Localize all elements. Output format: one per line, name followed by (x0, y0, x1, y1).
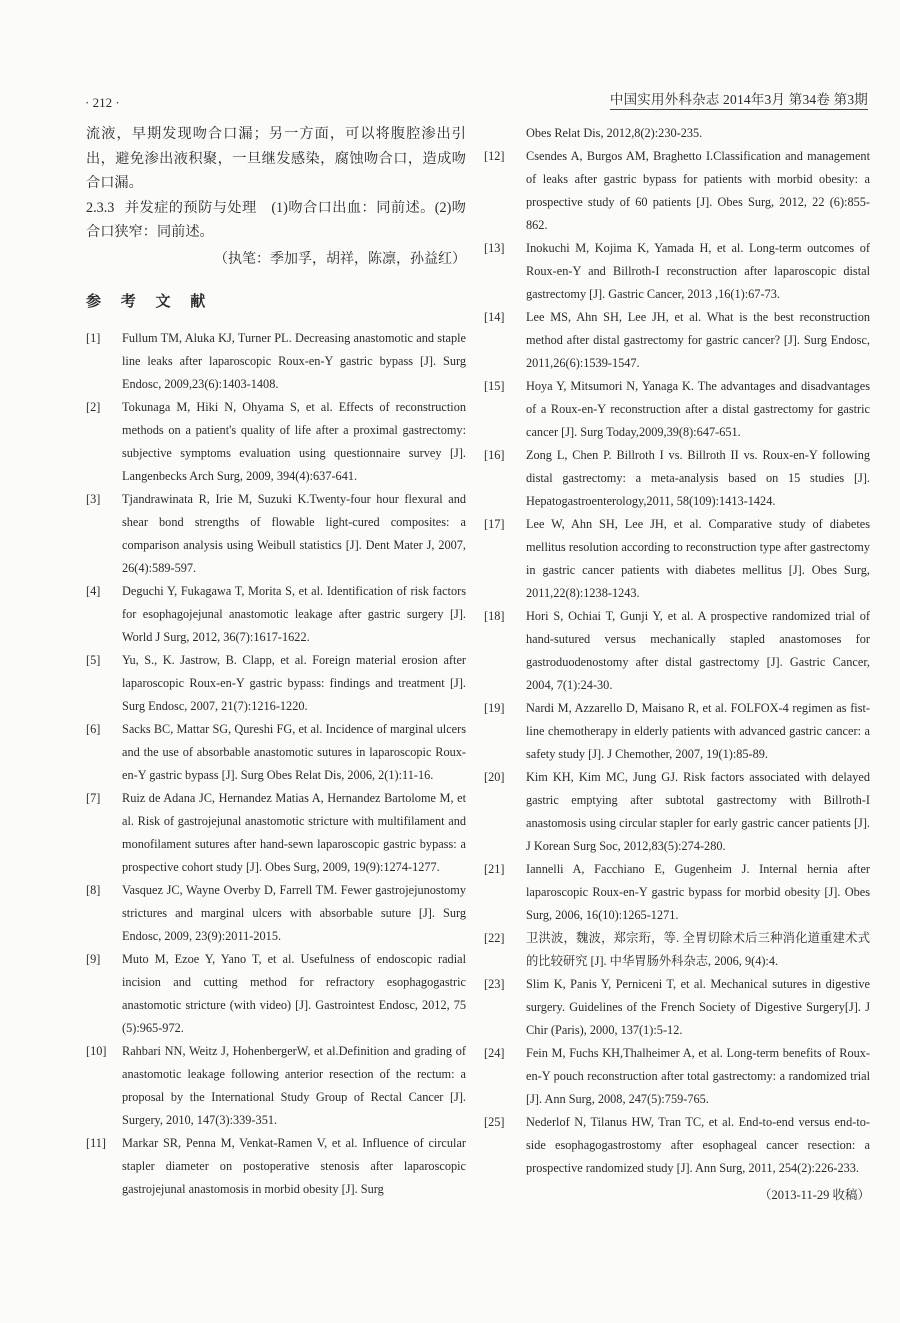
reference-number: [18] (484, 609, 505, 623)
reference-item (86, 580, 466, 649)
reference-text: Tjandrawinata R, Irie M, Suzuki K.Twenty-four hour flexural and shear bond strengths of flowable light-cured composites: a comparison analysis using Weibull statistics [J]. Dent Mater J, 2007, 26(4):589-597. (122, 491, 466, 575)
reference-text: Slim K, Panis Y, Perniceni T, et al. Mechanical sutures in digestive surgery. Guidelines of the French Society of Digestive Surgery[J]. J Chir (Paris), 2000, 137(1):5-12. (526, 977, 870, 1037)
reference-number: [24] (484, 1046, 505, 1060)
reference-text: Hori S, Ochiai T, Gunji Y, et al. A prospective randomized trial of hand-sutured versus mechanically stapled anastomoses for gastroduodenostomy after distal gastrectomy [J]. Gastric Cancer, 2004, 7(1):24-30. (526, 609, 870, 692)
reference-text: Inokuchi M, Kojima K, Yamada H, et al. Long-term outcomes of Roux-en-Y and Billroth-I reconstruction after laparoscopic distal gastrectomy [J]. Gastric Cancer, 2013 ,16(1):67-73. (526, 241, 870, 301)
reference-text: Kim KH, Kim MC, Jung GJ. Risk factors associated with delayed gastric emptying after subtotal gastrectomy with Billroth-I anastomosis using circular stapler for early gastric cancer patients [J]. J Korean Surg Soc, 2012,83(5):274-280. (526, 770, 870, 853)
reference-item (484, 306, 870, 375)
reference-item (86, 1040, 466, 1132)
reference-item (484, 973, 870, 1042)
reference-number: [14] (484, 310, 505, 324)
reference-item (484, 927, 870, 973)
reference-number: [20] (484, 770, 505, 784)
reference-item (86, 718, 466, 787)
reference-item (484, 375, 870, 444)
authors-note: （执笔：季加孚，胡祥，陈凛，孙益红） (214, 250, 466, 267)
reference-item (484, 766, 870, 858)
reference-number: [12] (484, 149, 505, 163)
reference-number: [11] (86, 1135, 107, 1150)
reference-item (484, 1111, 870, 1180)
section-text: 并发症的预防与处理 (1)吻合口出血：同前述。(2)吻合口狭窄：同前述。 (86, 199, 466, 240)
reference-text: Iannelli A, Facchiano E, Gugenheim J. Internal hernia after laparoscopic Roux-en-Y gastric bypass for morbid obesity [J]. Obes Surg, 2006, 16(10):1265-1271. (526, 862, 870, 922)
reference-number: [19] (484, 701, 505, 715)
reference-text: Deguchi Y, Fukagawa T, Morita S, et al. Identification of risk factors for esophagojejunal anastomotic leakage after gastric surgery [J]. World J Surg, 2012, 36(7):1617-1622. (122, 583, 466, 644)
reference-number: [2] (86, 399, 101, 414)
reference-item (86, 787, 466, 879)
reference-item (86, 327, 466, 396)
reference-text: Nederlof N, Tilanus HW, Tran TC, et al. End-to-end versus end-to-side esophagogastrostomy after esophageal cancer resection: a prospective randomized study [J]. Ann Surg, 2011, 254(2):226-233. (526, 1115, 870, 1175)
reference-item (484, 237, 870, 306)
reference-number: [25] (484, 1115, 505, 1129)
reference-number: [4] (86, 583, 101, 598)
references-list-right (484, 145, 870, 1180)
references-list-left (86, 327, 466, 1201)
reference-text: Yu, S., K. Jastrow, B. Clapp, et al. Foreign material erosion after laparoscopic Roux-en-Y gastric bypass: findings and treatment [J]. Surg Endosc, 2007, 21(7):1216-1220. (122, 652, 466, 713)
reference-number: [10] (86, 1043, 107, 1058)
reference-text: Nardi M, Azzarello D, Maisano R, et al. FOLFOX-4 regimen as fist-line chemotherapy in elderly patients with advanced gastric cancer: a safety study [J]. J Chemother, 2007, 19(1):85-89. (526, 701, 870, 761)
reference-number: [23] (484, 977, 505, 991)
reference-number: [9] (86, 951, 101, 966)
left-column (86, 122, 466, 1201)
reference-number: [7] (86, 790, 101, 805)
reference-text: Hoya Y, Mitsumori N, Yanaga K. The advantages and disadvantages of a Roux-en-Y reconstruction after a distal gastrectomy for gastric cancer [J]. Surg Today,2009,39(8):647-651. (526, 379, 870, 439)
reference-text: Sacks BC, Mattar SG, Qureshi FG, et al. Incidence of marginal ulcers and the use of absorbable anastomotic sutures in laparoscopic Roux-en-Y gastric bypass [J]. Surg Obes Relat Dis, 2006, 2(1):11-16. (122, 721, 466, 782)
reference-text: Lee MS, Ahn SH, Lee JH, et al. What is the best reconstruction method after distal gastrectomy for gastric cancer? [J]. Surg Endosc, 2011,26(6):1539-1547. (526, 310, 870, 370)
reference-text: 卫洪波，魏波，郑宗珩，等. 全胃切除术后三种消化道重建术式的比较研究 [J]. 中华胃肠外科杂志, 2006, 9(4):4. (526, 931, 870, 968)
reference-text: Ruiz de Adana JC, Hernandez Matias A, Hernandez Bartolome M, et al. Risk of gastrojejunal anastomotic stricture with multifilament and monofilament sutures after hand-sewn laparoscopic gastric bypass: a prospective cohort study [J]. Obes Surg, 2009, 19(9):1274-1277. (122, 790, 466, 874)
section-number: 2.3.3 (86, 199, 115, 216)
reference-item (484, 513, 870, 605)
right-column (484, 122, 870, 1206)
reference-item (484, 444, 870, 513)
received-date: （2013-11-29 收稿） (759, 1188, 870, 1202)
reference-text: Lee W, Ahn SH, Lee JH, et al. Comparative study of diabetes mellitus resolution according to reconstruction type after gastrectomy in gastric cancer patients with diabetes mellitus [J]. Obes Surg, 2011,22(8):1238-1243. (526, 517, 870, 600)
reference-continuation: Obes Relat Dis, 2012,8(2):230-235. (526, 126, 703, 140)
reference-item (86, 396, 466, 488)
reference-text: Zong L, Chen P. Billroth I vs. Billroth II vs. Roux-en-Y following distal gastrectomy: a meta-analysis based on 15 studies [J]. Hepatogastroenterology,2011, 58(109):1413-1424. (526, 448, 870, 508)
reference-number: [17] (484, 517, 505, 531)
reference-item (484, 605, 870, 697)
reference-number: [6] (86, 721, 101, 736)
reference-number: [5] (86, 652, 101, 667)
reference-text: Rahbari NN, Weitz J, HohenbergerW, et al.Definition and grading of anastomotic leakage following anterior resection of the rectum: a proposal by the International Study Group of Rectal Cancer [J]. Surgery, 2010, 147(3):339-351. (122, 1043, 466, 1127)
reference-item (86, 649, 466, 718)
reference-number: [13] (484, 241, 505, 255)
reference-text: Csendes A, Burgos AM, Braghetto I.Classification and management of leaks after gastric bypass for patients with morbid obesity: a prospective study of 60 patients [J]. Obes Surg, 2012, 22 (6):855-862. (526, 149, 870, 232)
reference-text: Fullum TM, Aluka KJ, Turner PL. Decreasing anastomotic and staple line leaks after laparoscopic Roux-en-Y gastric bypass [J]. Surg Endosc, 2009,23(6):1403-1408. (122, 330, 466, 391)
reference-number: [8] (86, 882, 101, 897)
reference-item (86, 879, 466, 948)
journal-header: 中国实用外科杂志 2014年3月 第34卷 第3期 (610, 88, 868, 110)
reference-number: [3] (86, 491, 101, 506)
reference-text: Markar SR, Penna M, Venkat-Ramen V, et al. Influence of circular stapler diameter on postoperative stenosis after laparoscopic gastrojejunal anastomosis in morbid obesity [J]. Surg (122, 1135, 466, 1196)
references-title: 参 考 文 献 (86, 293, 214, 310)
page-number: · 212 · (85, 95, 120, 110)
reference-number: [15] (484, 379, 505, 393)
reference-number: [16] (484, 448, 505, 462)
section-2-3-3 (86, 196, 466, 245)
reference-text: Vasquez JC, Wayne Overby D, Farrell TM. Fewer gastrojejunostomy strictures and marginal ulcers with absorbable suture [J]. Surg Endosc, 2009, 23(9):2011-2015. (122, 882, 466, 943)
reference-text: Fein M, Fuchs KH,Thalheimer A, et al. Long-term benefits of Roux-en-Y pouch reconstruction after total gastrectomy: a randomized trial [J]. Ann Surg, 2008, 247(5):759-765. (526, 1046, 870, 1106)
reference-item (86, 948, 466, 1040)
reference-text: Muto M, Ezoe Y, Yano T, et al. Usefulness of endoscopic radial incision and cutting method for refractory esophagogastric anastomotic stricture (with video) [J]. Gastrointest Endosc, 2012, 75 (5):965-972. (122, 951, 466, 1035)
reference-item (86, 488, 466, 580)
reference-text: Tokunaga M, Hiki N, Ohyama S, et al. Effects of reconstruction methods on a patient's quality of life after a proximal gastrectomy: subjective symptoms evaluation using questionnaire survey [J]. Langenbecks Arch Surg, 2009, 394(4):637-641. (122, 399, 466, 483)
reference-item (484, 1042, 870, 1111)
reference-number: [1] (86, 330, 101, 345)
reference-item (484, 697, 870, 766)
body-paragraph: 流液，早期发现吻合口漏；另一方面，可以将腹腔渗出引出，避免渗出液积聚，一旦继发感染，腐蚀吻合口，造成吻合口漏。 (86, 126, 466, 191)
reference-number: [22] (484, 931, 505, 945)
reference-item (484, 858, 870, 927)
reference-number: [21] (484, 862, 505, 876)
reference-item (86, 1132, 466, 1201)
reference-item (484, 145, 870, 237)
